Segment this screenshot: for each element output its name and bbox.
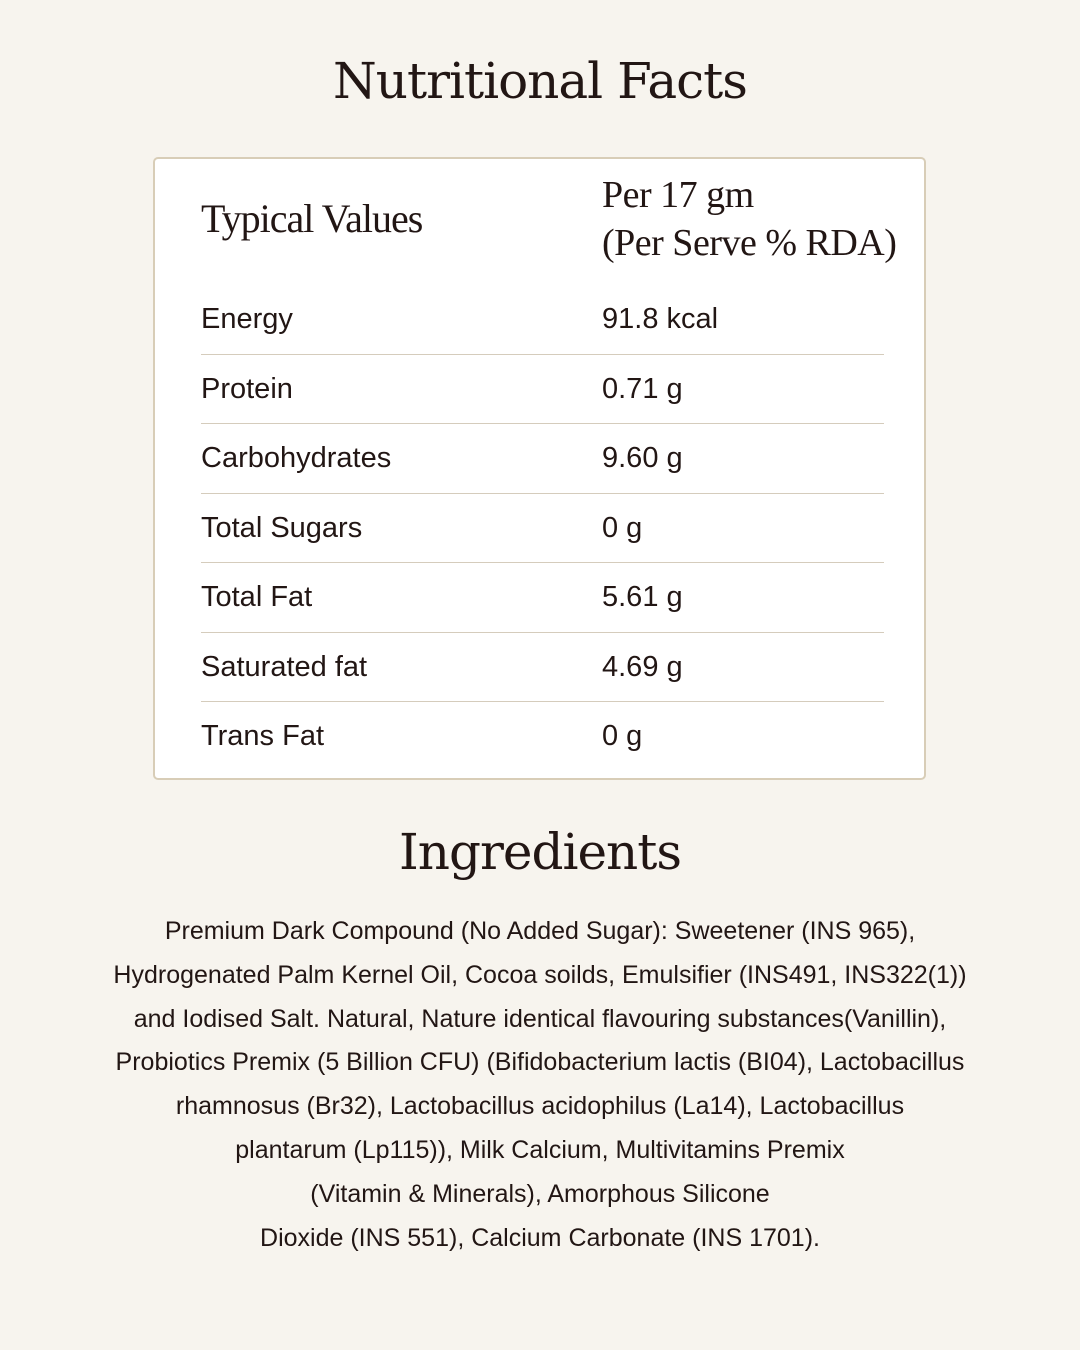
- nutrition-rows: [201, 285, 884, 772]
- nutrient-value: 0 g: [602, 511, 643, 544]
- ingredients-line: and Iodised Salt. Natural, Nature identical flavouring substances(Vanillin),: [133, 1004, 947, 1033]
- per-serve-line-1: Per 17 gm: [602, 174, 754, 216]
- ingredients-line: Premium Dark Compound (No Added Sugar): Sweetener (INS 965),: [164, 917, 916, 945]
- ingredients-line: Hydrogenated Palm Kernel Oil, Cocoa soilds, Emulsifier (INS491, INS322(1)): [113, 960, 967, 989]
- nutrient-value: 9.60 g: [602, 442, 683, 474]
- nutrient-value: 0.71 g: [602, 372, 683, 405]
- ingredients-line: (Vitamin & Minerals), Amorphous Silicone: [310, 1179, 770, 1208]
- nutrition-row-energy: [201, 285, 884, 355]
- nutrient-label: Protein: [201, 372, 293, 405]
- nutrition-row-carbohydrates: [201, 424, 884, 494]
- nutritional-facts-title: Nutritional Facts: [333, 52, 747, 110]
- nutrient-value: 91.8 kcal: [602, 303, 719, 335]
- nutrient-value: 0 g: [602, 720, 643, 752]
- per-serve-line-2: (Per Serve % RDA): [602, 222, 897, 264]
- nutrient-label: Total Sugars: [201, 511, 363, 544]
- ingredients-line: Dioxide (INS 551), Calcium Carbonate (INS 1701).: [260, 1223, 820, 1252]
- nutrition-row-trans-fat: [201, 702, 884, 772]
- nutrition-row-saturated-fat: [201, 633, 884, 703]
- nutrient-value: 4.69 g: [602, 650, 683, 683]
- typical-values-heading: Typical Values: [201, 196, 423, 241]
- nutrient-label: Saturated fat: [201, 650, 368, 683]
- ingredients-line: Probiotics Premix (5 Billion CFU) (Bifidobacterium lactis (BI04), Lactobacillus: [115, 1048, 965, 1077]
- nutrient-label: Total Fat: [201, 581, 313, 613]
- ingredients-line: rhamnosus (Br32), Lactobacillus acidophilus (La14), Lactobacillus: [175, 1092, 905, 1121]
- nutrient-label: Energy: [201, 303, 293, 335]
- nutrient-value: 5.61 g: [602, 581, 683, 613]
- nutrient-label: Carbohydrates: [201, 442, 392, 474]
- ingredients-text: [60, 910, 1020, 1260]
- ingredients-title: Ingredients: [399, 823, 681, 881]
- ingredients-line: plantarum (Lp115)), Milk Calcium, Multivitamins Premix: [235, 1135, 845, 1164]
- nutrition-row-total-sugars: [201, 494, 884, 564]
- nutrition-table-header: [155, 159, 924, 285]
- nutrition-table-card: [153, 157, 926, 780]
- nutrition-row-protein: [201, 355, 884, 425]
- nutrition-row-total-fat: [201, 563, 884, 633]
- nutrient-label: Trans Fat: [201, 720, 325, 752]
- per-serve-heading: [602, 171, 896, 267]
